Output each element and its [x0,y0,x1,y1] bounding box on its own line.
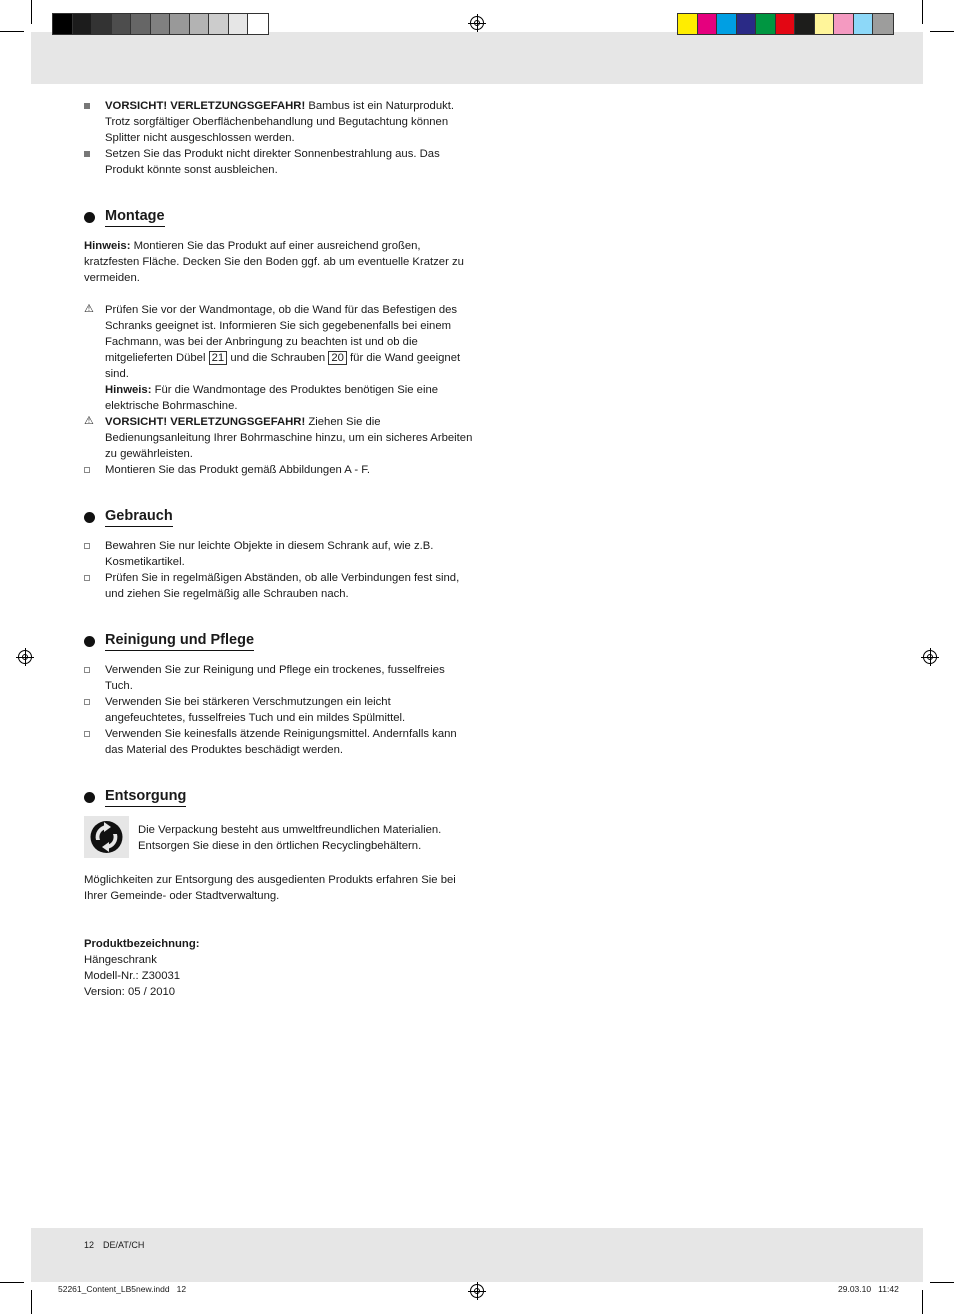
packaging-text: Die Verpackung besteht aus umweltfreundlichen Materialien. Entsorgen Sie diese in den örtlichen Recyclingbehältern. [138,824,442,852]
hint-label: Hinweis: [105,384,152,396]
header-band [31,32,923,84]
crop-mark [922,0,923,24]
bullet-dot-icon [84,212,95,223]
crop-mark [31,0,32,24]
color-swatch [815,14,835,34]
product-info [84,936,474,1000]
color-swatch [92,14,112,34]
color-swatch [678,14,698,34]
section-heading-montage [84,208,474,227]
region-label: DE/AT/CH [103,1240,145,1250]
intro-item [84,98,474,146]
process-color-bar [677,13,894,35]
color-swatch [854,14,874,34]
checkbox-square-icon [84,699,90,705]
intro-text: Setzen Sie das Produkt nicht direkter Sonnenbestrahlung aus. Das Produkt könnte sonst ausbleichen. [105,148,440,176]
intro-text: Bambus ist ein Naturprodukt. Trotz sorgfältiger Oberflächenbehandlung und Begutachtung können Splitter nicht ausgeschlossen werden. [105,100,455,144]
list-item-text: Verwenden Sie keinesfalls ätzende Reinigungsmittel. Andernfalls kann das Material des Produktes beschädigt werden. [105,728,457,756]
color-swatch [834,14,854,34]
color-swatch [776,14,796,34]
color-swatch [737,14,757,34]
product-model: Modell-Nr.: Z30031 [84,970,181,982]
montage-hint [84,238,474,286]
warning-triangle-icon: ⚠ [84,415,94,427]
grayscale-color-bar [52,13,269,35]
warning-text: Ziehen Sie die Bedienungsanleitung Ihrer Bohrmaschine hinzu, um ein sicheres Arbeiten zu gewährleisten. [105,416,473,460]
product-version: Version: 05 / 2010 [84,986,176,998]
file-slug: 52261_Content_LB5new.indd 12 [58,1284,187,1294]
list-item [84,726,474,758]
warning-item [84,414,474,462]
checkbox-square-icon [84,667,90,673]
crop-mark [930,31,954,32]
color-swatch [170,14,190,34]
product-label: Produktbezeichnung: [84,938,200,950]
list-item-text: Prüfen Sie in regelmäßigen Abständen, ob alle Verbindungen fest sind, und ziehen Sie regelmäßig alle Schrauben nach. [105,572,460,600]
section-heading-reinigung [84,632,474,651]
crop-mark [31,1290,32,1314]
list-item-text: Verwenden Sie bei stärkeren Verschmutzungen ein leicht angefeuchtetes, fusselfreies Tuch und ein mildes Spülmittel. [105,696,406,724]
list-item [84,662,474,694]
color-swatch [698,14,718,34]
registration-mark-icon [470,16,484,30]
step-item [84,462,474,478]
warning-text: und die Schrauben [227,352,329,364]
hint-text: Für die Wandmontage des Produktes benötigen Sie eine elektrische Bohrmaschine. [105,384,439,412]
list-item [84,538,474,570]
content-column [84,98,474,1000]
warning-triangle-icon: ⚠ [84,303,94,315]
list-item [84,570,474,602]
hint-text: Montieren Sie das Produkt auf einer ausreichend großen, kratzfesten Fläche. Decken Sie den Boden ggf. ab um eventuelle Kratzer zu vermeiden. [84,240,464,284]
crop-mark [922,1290,923,1314]
crop-mark [0,1282,24,1283]
color-swatch [131,14,151,34]
registration-mark-icon [923,650,937,664]
color-swatch [229,14,249,34]
section-heading-gebrauch [84,508,474,527]
crop-mark [0,31,24,32]
color-swatch [73,14,93,34]
section-title: Entsorgung [105,788,186,807]
green-dot-recycling-icon [84,816,129,858]
color-swatch [190,14,210,34]
checkbox-square-icon [84,731,90,737]
warning-label: VORSICHT! VERLETZUNGSGEFAHR! [105,100,306,112]
color-swatch [209,14,229,34]
color-swatch [112,14,132,34]
list-item-text: Bewahren Sie nur leichte Objekte in diesem Schrank auf, wie z.B. Kosmetikartikel. [105,540,434,568]
footer-band [31,1228,923,1282]
registration-mark-icon [470,1284,484,1298]
section-title: Reinigung und Pflege [105,632,254,651]
warning-text: für die Wand geeignet sind. [105,352,461,380]
registration-mark-icon [18,650,32,664]
part-number-badge: 21 [209,351,228,365]
section-title: Gebrauch [105,508,173,527]
warning-item [84,302,474,414]
section-title: Montage [105,208,165,227]
recycling-note [84,816,474,864]
list-item-text: Verwenden Sie zur Reinigung und Pflege ein trockenes, fusselfreies Tuch. [105,664,445,692]
color-swatch [756,14,776,34]
color-swatch [795,14,815,34]
product-name: Hängeschrank [84,954,157,966]
page-number: 12 [84,1240,95,1250]
color-swatch [873,14,893,34]
color-swatch [53,14,73,34]
color-swatch [151,14,171,34]
bullet-dot-icon [84,512,95,523]
part-number-badge: 20 [328,351,347,365]
disposal-text: Möglichkeiten zur Entsorgung des ausgedienten Produkts erfahren Sie bei Ihrer Gemeinde- oder Stadtverwaltung. [84,874,456,902]
section-heading-entsorgung [84,788,474,807]
checkbox-square-icon [84,575,90,581]
date-slug: 29.03.10 11:42 [838,1284,899,1294]
square-bullet-icon [84,103,90,109]
list-item [84,694,474,726]
hint-label: Hinweis: [84,240,131,252]
intro-item [84,146,474,178]
checkbox-square-icon [84,543,90,549]
bullet-dot-icon [84,792,95,803]
warning-text: Prüfen Sie vor der Wandmontage, ob die Wand für das Befestigen des Schranks geeignet ist. Informieren Sie sich gegebenenfalls bei einem Fachmann, was bei der Anbringung zu beachten ist und ob die mitgelieferten Dübel [105,304,458,364]
checkbox-square-icon [84,467,90,473]
step-text: Montieren Sie das Produkt gemäß Abbildungen A - F. [105,464,371,476]
warning-label: VORSICHT! VERLETZUNGSGEFAHR! [105,416,306,428]
bullet-dot-icon [84,636,95,647]
crop-mark [930,1282,954,1283]
square-bullet-icon [84,151,90,157]
color-swatch [717,14,737,34]
color-swatch [248,14,268,34]
